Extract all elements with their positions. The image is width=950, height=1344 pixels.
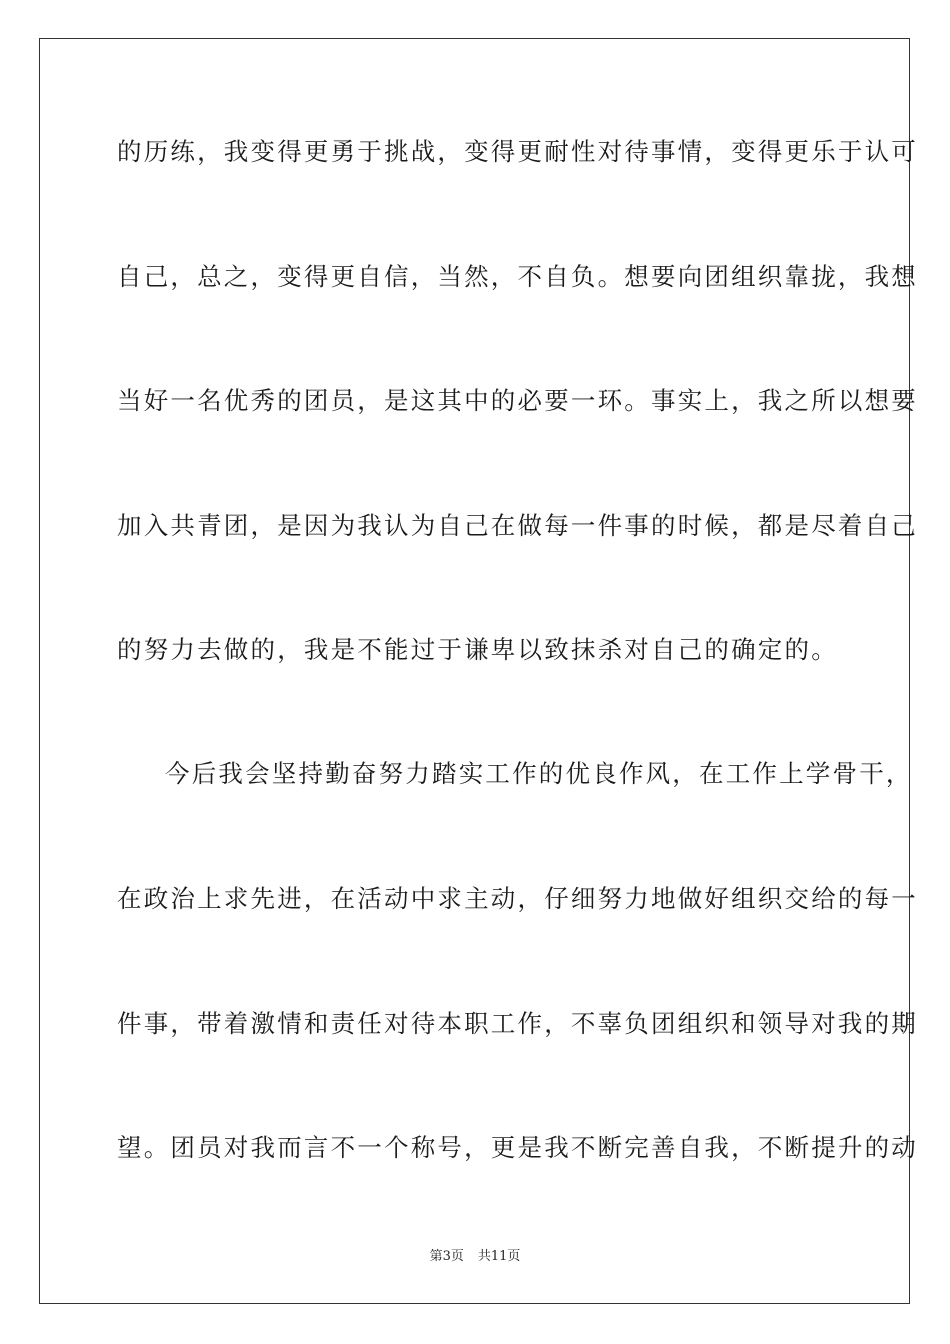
paragraph-line: 今后我会坚持勤奋努力踏实工作的优良作风，在工作上学骨干， — [165, 759, 913, 788]
paragraph-line: 的努力去做的，我是不能过于谦卑以致抹杀对自己的确定的。 — [117, 635, 838, 664]
page-border — [39, 38, 918, 1304]
paragraph-line: 在政治上求先进，在活动中求主动，仔细努力地做好组织交给的每一 — [117, 884, 918, 913]
paragraph-line: 望。团员对我而言不一个称号，更是我不断完善自我，不断提升的动 — [117, 1133, 918, 1162]
page-footer — [0, 1248, 950, 1266]
paragraph-line: 加入共青团，是因为我认为自己在做每一件事的时候，都是尽着自己 — [117, 511, 918, 540]
paragraph-line: 自己，总之，变得更自信，当然，不自负。想要向团组织靠拢，我想 — [117, 262, 918, 291]
page-total: 共11页 — [477, 1249, 521, 1264]
paragraph-line: 件事，带着激情和责任对待本职工作，不辜负团组织和领导对我的期 — [117, 1009, 918, 1038]
page-number: 第3页 — [429, 1249, 464, 1264]
paragraph-line: 的历练，我变得更勇于挑战，变得更耐性对待事情，变得更乐于认可 — [117, 137, 918, 166]
paragraph-line: 当好一名优秀的团员，是这其中的必要一环。事实上，我之所以想要 — [117, 386, 918, 415]
